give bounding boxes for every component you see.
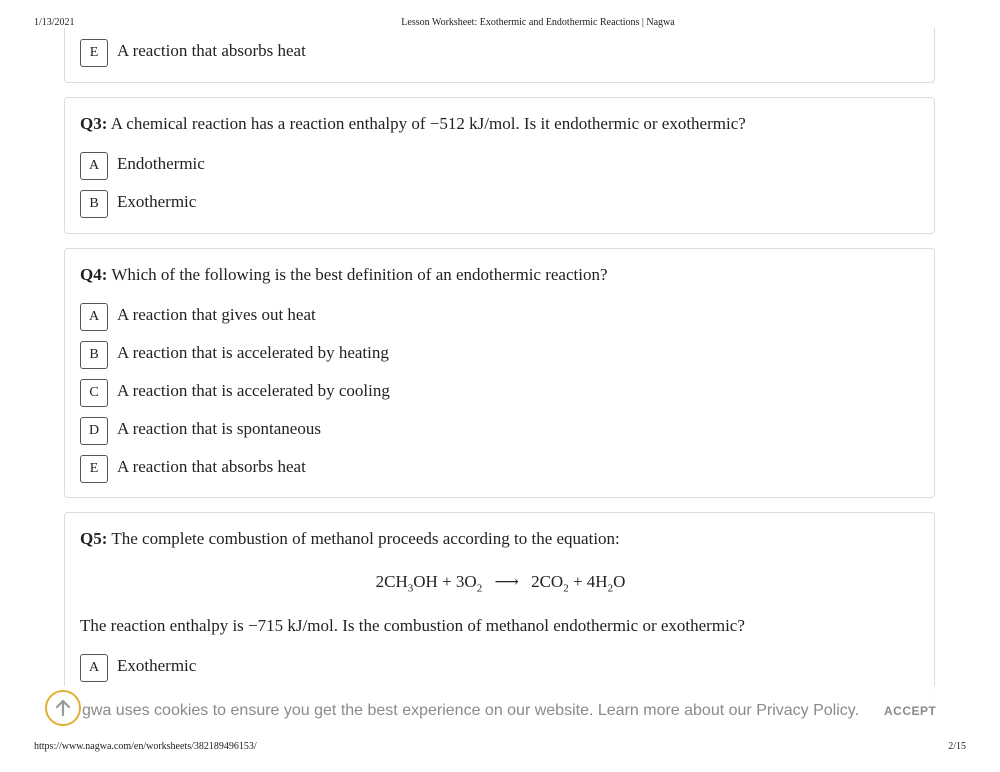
question-card-q2 — [64, 28, 935, 83]
question-number: Q3: — [80, 114, 108, 133]
question-number: Q5: — [80, 529, 108, 548]
choice-letter: B — [80, 190, 108, 218]
choice-text: A reaction that is accelerated by cooling — [117, 381, 390, 400]
question-text-2: The reaction enthalpy is −715 kJ/mol. Is the combustion of methanol endothermic or exothermic? — [80, 616, 745, 635]
print-url: https://www.nagwa.com/en/worksheets/382189496153/ — [34, 741, 257, 752]
enthalpy-value: −512 — [429, 114, 465, 133]
choice-text: A reaction that is spontaneous — [117, 419, 321, 438]
enthalpy-value: −715 — [248, 616, 284, 635]
reaction-arrow-icon: ⟶ — [494, 572, 519, 591]
choice-text: A reaction that absorbs heat — [117, 41, 306, 60]
choice-text: Exothermic — [117, 192, 197, 211]
choice-text: Endothermic — [117, 154, 205, 173]
print-date: 1/13/2021 — [34, 17, 75, 28]
choice-letter: A — [80, 654, 108, 682]
question-card-q4 — [64, 248, 935, 498]
choice-letter: A — [80, 152, 108, 180]
question-card-q5 — [64, 512, 935, 702]
choice-text: Exothermic — [117, 656, 197, 675]
arrow-up-icon — [54, 699, 72, 717]
cookie-text: gwa uses cookies to ensure you get the best experience on our website. Learn more about our Privacy Policy. — [82, 702, 860, 719]
question-text: Q4: Which of the following is the best definition of an endothermic reaction? — [80, 265, 608, 284]
choice-letter: A — [80, 303, 108, 331]
choice-letter: B — [80, 341, 108, 369]
print-title: Lesson Worksheet: Exothermic and Endothermic Reactions | Nagwa — [401, 17, 675, 28]
question-text: Q5: The complete combustion of methanol proceeds according to the equation: — [80, 529, 620, 548]
choice-letter: D — [80, 417, 108, 445]
choice-letter: E — [80, 455, 108, 483]
question-card-q3 — [64, 97, 935, 234]
question-number: Q4: — [80, 265, 108, 284]
choice-text: A reaction that gives out heat — [117, 305, 316, 324]
choice-letter: C — [80, 379, 108, 407]
scroll-to-top-button[interactable] — [45, 690, 81, 726]
question-text: Q3: A chemical reaction has a reaction enthalpy of −512 kJ/mol. Is it endothermic or exothermic? — [80, 114, 746, 133]
choice-letter: E — [80, 39, 108, 67]
cookie-banner — [0, 686, 1000, 736]
choice-text: A reaction that absorbs heat — [117, 457, 306, 476]
print-page-number: 2/15 — [948, 741, 966, 752]
accept-cookies-button[interactable]: ACCEPT — [884, 704, 937, 718]
chemical-equation: $2CH_3OH + 3O_2$ ⟶ $2CO_2 + 4H_2O$ — [375, 572, 626, 595]
choice-text: A reaction that is accelerated by heating — [117, 343, 389, 362]
